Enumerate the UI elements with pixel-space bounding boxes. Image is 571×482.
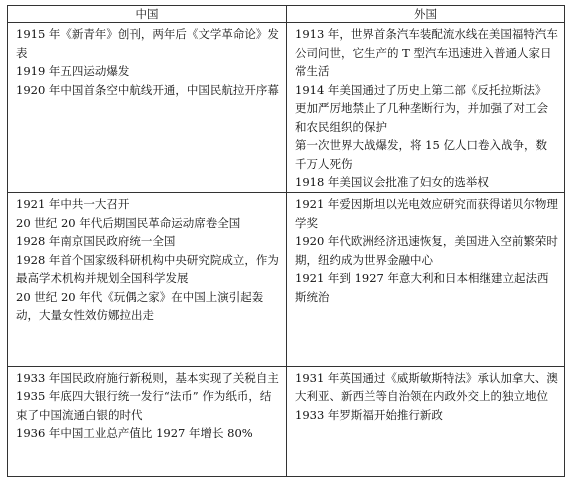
event-entry: 1928 年首个国家级科研机构中央研究院成立，作为最高学术机构并规划全国科学发展 (16, 252, 279, 286)
event-entry: 1920 年代欧洲经济迅速恢复，美国进入空前繁荣时期，纽约成为世界金融中心 (295, 234, 558, 267)
event-entry: 1933 年国民政府施行新税则，基本实现了关税自主 (16, 370, 279, 385)
event-entry: 1936 年中国工业总产值比 1927 年增长 80% (16, 426, 253, 441)
event-entry: 第一次世界大战爆发，将 15 亿人口卷入战争，数千万人死伤 (295, 138, 547, 171)
table-row (8, 193, 565, 367)
event-entry: 1931 年英国通过《威斯敏斯特法》承认加拿大、澳大利亚、新西兰等自治领在内政外交上的独立地位 (295, 370, 558, 404)
cell-china-1915-1920 (8, 23, 287, 193)
header-row (8, 6, 565, 23)
header-foreign: 外国 (287, 6, 565, 23)
table-row (8, 366, 565, 476)
cell-foreign-1920-1927 (287, 193, 565, 367)
history-comparison-table (7, 5, 565, 477)
event-entry: 1921 年到 1927 年意大利和日本相继建立起法西斯统治 (295, 271, 549, 304)
event-entry: 1933 年罗斯福开始推行新政 (295, 407, 443, 422)
cell-china-1921-1928 (8, 193, 287, 367)
event-entry: 1915 年《新青年》创刊，两年后《文学革命论》发表 (16, 27, 279, 60)
event-entry: 1935 年底四大银行统一发行“法币” 作为纸币，结束了中国流通白银的时代 (16, 389, 272, 422)
event-entry: 1920 年中国首条空中航线开通，中国民航拉开序幕 (16, 82, 279, 97)
cell-foreign-1913-1918 (287, 23, 565, 193)
event-entry: 1921 年中共一大召开 (16, 197, 130, 212)
event-entry: 20 世纪 20 年代后期国民革命运动席卷全国 (16, 215, 241, 230)
event-entry: 1918 年美国议会批准了妇女的选举权 (295, 175, 489, 189)
cell-china-1933-1936 (8, 366, 287, 476)
event-entry: 20 世纪 20 年代《玩偶之家》在中国上演引起轰动，大量女性效仿娜拉出走 (16, 289, 264, 323)
header-china: 中国 (8, 6, 287, 23)
cell-foreign-1931-1933 (287, 366, 565, 476)
event-entry: 1914 年美国通过了历史上第二部《反托拉斯法》 更加严厉地禁止了几种垄断行为，并加强了对工会和农民组织的保护 (295, 82, 548, 134)
event-entry: 1913 年，世界首条汽车装配流水线在美国福特汽车公司问世，它生产的 T 型汽车迅速进入普通人家日常生活 (295, 27, 558, 78)
event-entry: 1921 年爱因斯坦以光电效应研究而获得诺贝尔物理学奖 (295, 197, 558, 230)
event-entry: 1919 年五四运动爆发 (16, 64, 130, 78)
event-entry: 1928 年南京国民政府统一全国 (16, 234, 176, 249)
table-row (8, 23, 565, 193)
